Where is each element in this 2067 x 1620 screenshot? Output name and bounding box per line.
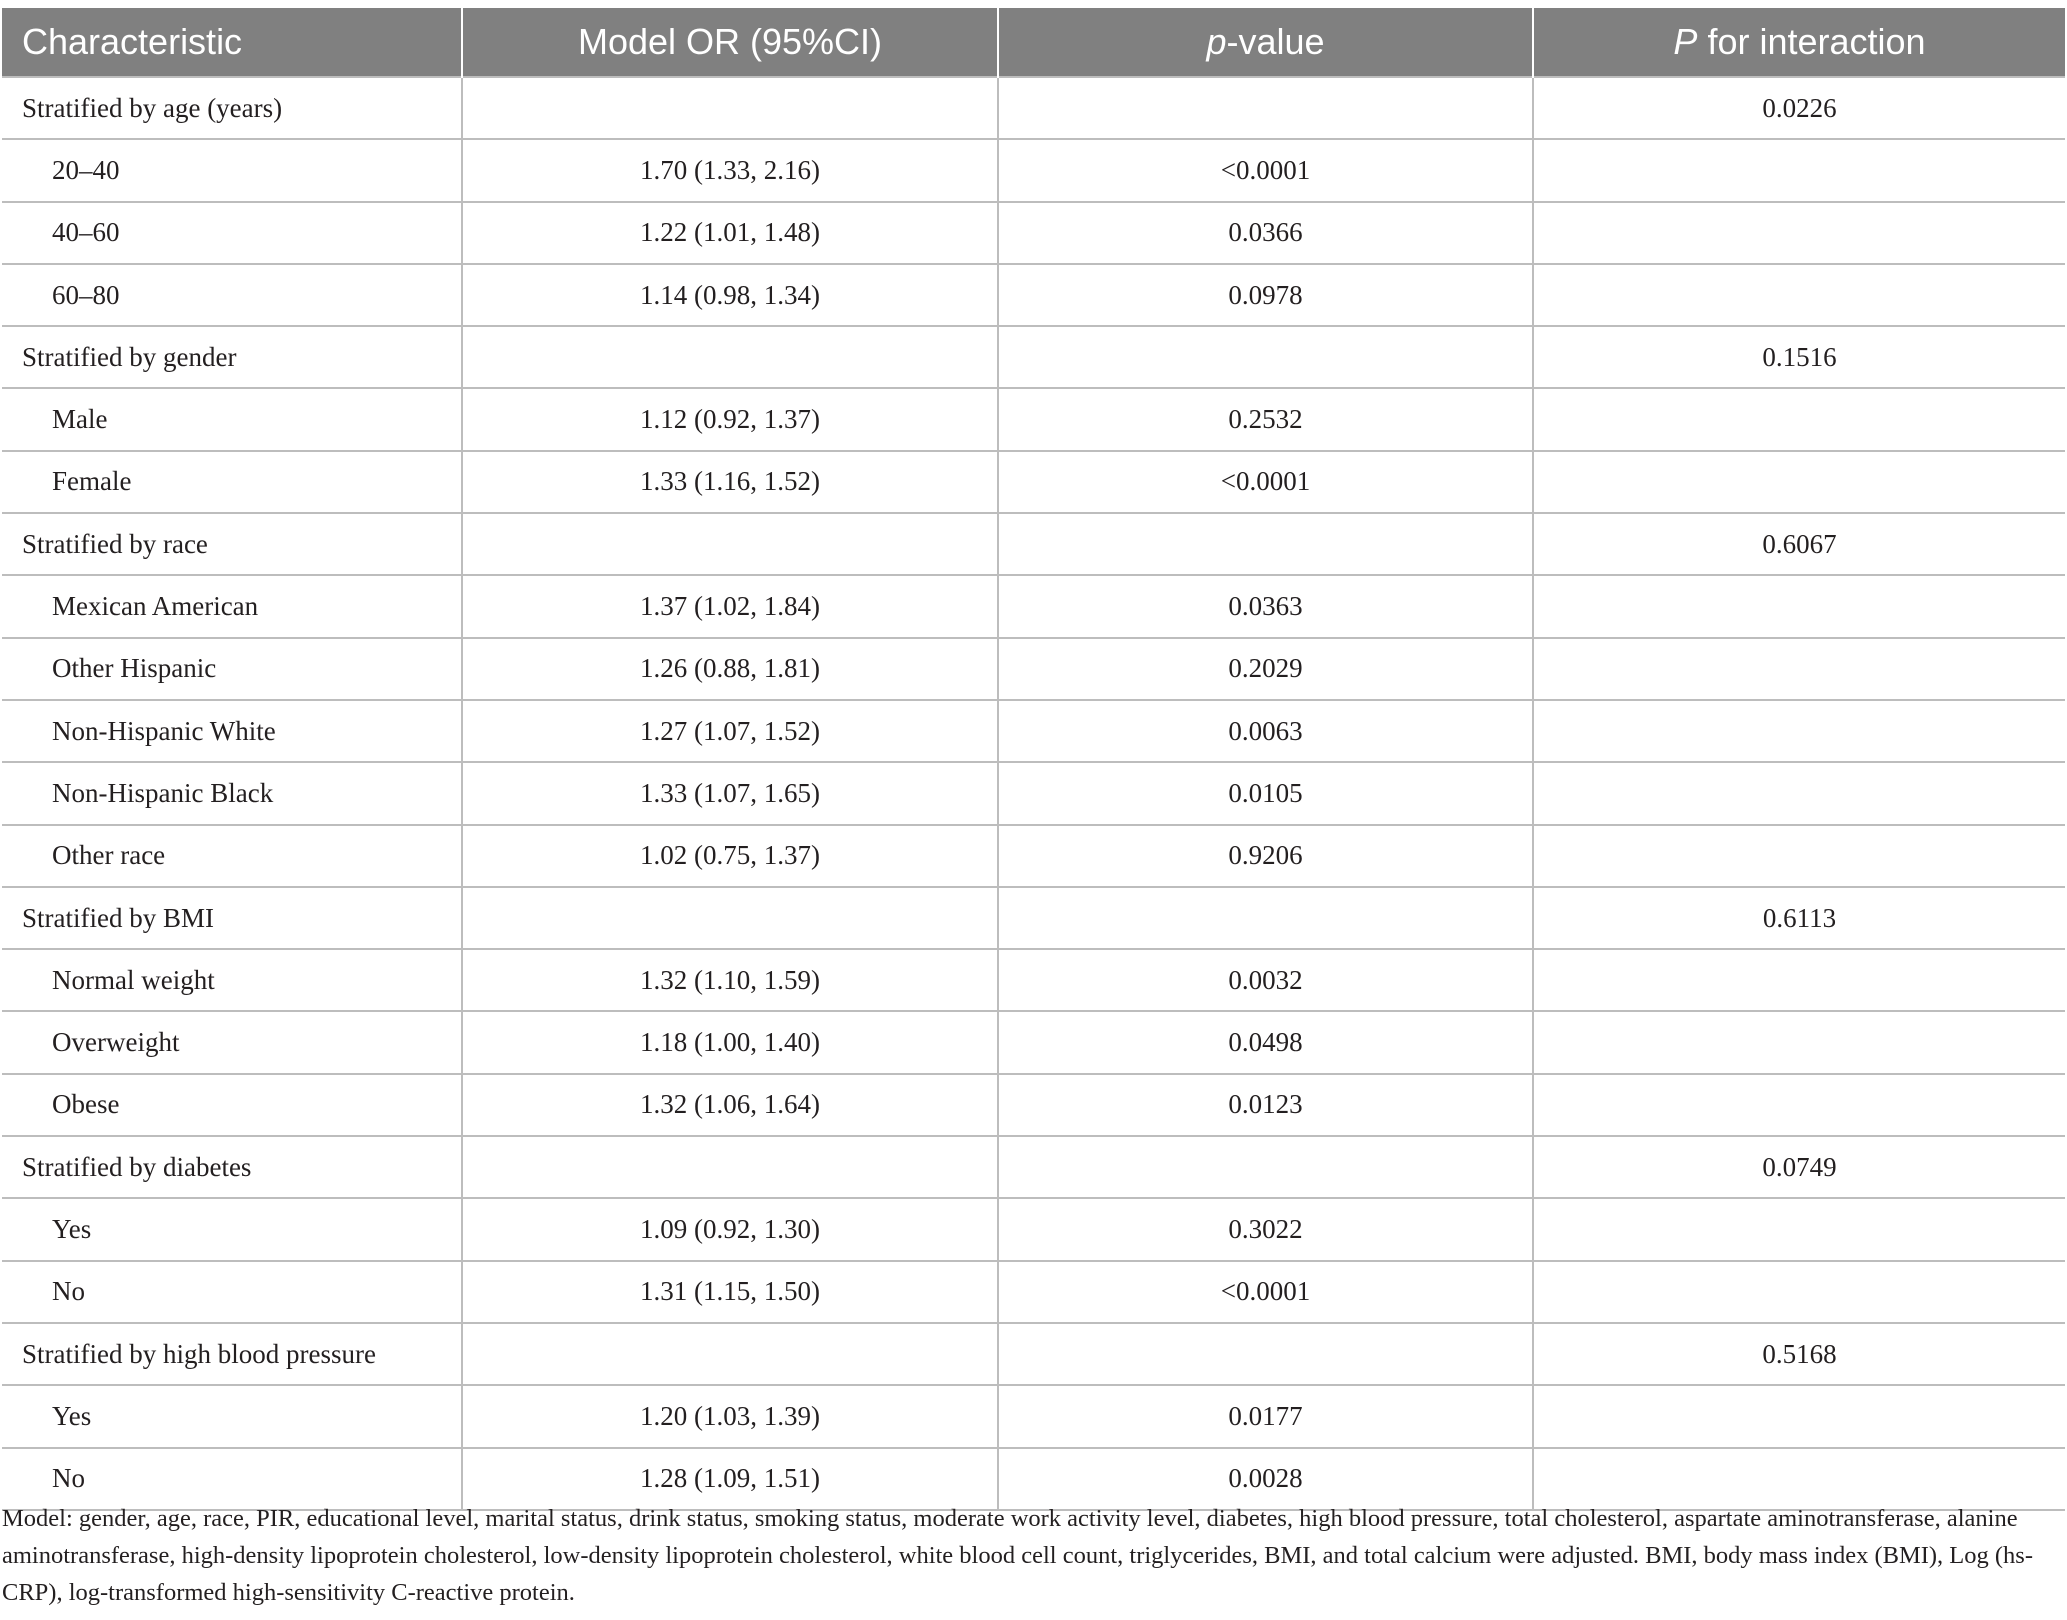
table-row	[2, 1198, 2065, 1260]
cell-p-value: 0.2029	[998, 638, 1533, 700]
cell-characteristic: Non-Hispanic Black	[2, 762, 462, 824]
cell-characteristic: Overweight	[2, 1011, 462, 1073]
cell-characteristic: Stratified by high blood pressure	[2, 1323, 462, 1385]
cell-model-or: 1.32 (1.10, 1.59)	[462, 949, 998, 1011]
cell-model-or: 1.02 (0.75, 1.37)	[462, 825, 998, 887]
header-p-value	[998, 8, 1533, 77]
cell-model-or: 1.33 (1.07, 1.65)	[462, 762, 998, 824]
cell-characteristic: Yes	[2, 1198, 462, 1260]
cell-p-value	[998, 1136, 1533, 1198]
cell-p-value	[998, 326, 1533, 388]
cell-model-or: 1.33 (1.16, 1.52)	[462, 451, 998, 513]
cell-p-interaction	[1533, 949, 2065, 1011]
cell-p-interaction	[1533, 388, 2065, 450]
cell-model-or	[462, 887, 998, 949]
cell-p-interaction	[1533, 1261, 2065, 1323]
cell-characteristic: Normal weight	[2, 949, 462, 1011]
table-row	[2, 1074, 2065, 1136]
cell-p-value: 0.0028	[998, 1448, 1533, 1510]
cell-p-value: 0.0978	[998, 264, 1533, 326]
table-row	[2, 1011, 2065, 1073]
cell-p-value: <0.0001	[998, 451, 1533, 513]
header-model-or: Model OR (95%CI)	[462, 8, 998, 77]
cell-p-interaction	[1533, 139, 2065, 201]
cell-model-or: 1.28 (1.09, 1.51)	[462, 1448, 998, 1510]
table-body	[2, 77, 2065, 1510]
cell-p-interaction	[1533, 202, 2065, 264]
header-characteristic: Characteristic	[2, 8, 462, 77]
cell-p-interaction	[1533, 700, 2065, 762]
cell-p-value: 0.0177	[998, 1385, 1533, 1447]
cell-p-value: 0.3022	[998, 1198, 1533, 1260]
table-row	[2, 1261, 2065, 1323]
cell-model-or: 1.18 (1.00, 1.40)	[462, 1011, 998, 1073]
table-group-row	[2, 1323, 2065, 1385]
cell-characteristic: Stratified by gender	[2, 326, 462, 388]
cell-characteristic: Obese	[2, 1074, 462, 1136]
cell-p-value: <0.0001	[998, 1261, 1533, 1323]
table-row	[2, 388, 2065, 450]
cell-p-value: 0.2532	[998, 388, 1533, 450]
cell-characteristic: Stratified by race	[2, 513, 462, 575]
table-row	[2, 139, 2065, 201]
cell-p-interaction	[1533, 762, 2065, 824]
cell-characteristic: Stratified by age (years)	[2, 77, 462, 139]
cell-p-interaction	[1533, 638, 2065, 700]
cell-characteristic: 60–80	[2, 264, 462, 326]
cell-p-interaction: 0.6067	[1533, 513, 2065, 575]
cell-characteristic: Stratified by BMI	[2, 887, 462, 949]
cell-model-or: 1.20 (1.03, 1.39)	[462, 1385, 998, 1447]
cell-characteristic: Stratified by diabetes	[2, 1136, 462, 1198]
cell-model-or: 1.26 (0.88, 1.81)	[462, 638, 998, 700]
cell-p-value: 0.0105	[998, 762, 1533, 824]
cell-p-interaction	[1533, 575, 2065, 637]
table-group-row	[2, 77, 2065, 139]
cell-p-interaction: 0.6113	[1533, 887, 2065, 949]
cell-p-value: 0.0366	[998, 202, 1533, 264]
table-row	[2, 949, 2065, 1011]
cell-p-value: 0.0063	[998, 700, 1533, 762]
cell-characteristic: Female	[2, 451, 462, 513]
cell-p-interaction: 0.5168	[1533, 1323, 2065, 1385]
cell-p-interaction	[1533, 1074, 2065, 1136]
cell-model-or: 1.12 (0.92, 1.37)	[462, 388, 998, 450]
table-group-row	[2, 513, 2065, 575]
cell-p-value	[998, 513, 1533, 575]
cell-model-or	[462, 1323, 998, 1385]
table-group-row	[2, 326, 2065, 388]
cell-characteristic: Male	[2, 388, 462, 450]
cell-p-value: 0.0123	[998, 1074, 1533, 1136]
table-header	[2, 8, 2065, 77]
cell-model-or: 1.27 (1.07, 1.52)	[462, 700, 998, 762]
header-p-interaction-rest: for interaction	[1697, 21, 1926, 62]
cell-p-value: 0.0498	[998, 1011, 1533, 1073]
header-p-value-rest: -value	[1226, 21, 1325, 62]
cell-model-or: 1.70 (1.33, 2.16)	[462, 139, 998, 201]
cell-p-value: <0.0001	[998, 139, 1533, 201]
cell-characteristic: Other race	[2, 825, 462, 887]
table-group-row	[2, 1136, 2065, 1198]
cell-model-or	[462, 326, 998, 388]
cell-characteristic: No	[2, 1261, 462, 1323]
cell-p-interaction	[1533, 264, 2065, 326]
cell-characteristic: 40–60	[2, 202, 462, 264]
cell-p-interaction	[1533, 1385, 2065, 1447]
cell-model-or: 1.22 (1.01, 1.48)	[462, 202, 998, 264]
cell-characteristic: Mexican American	[2, 575, 462, 637]
results-table	[2, 8, 2065, 1511]
cell-model-or: 1.14 (0.98, 1.34)	[462, 264, 998, 326]
cell-p-value: 0.9206	[998, 825, 1533, 887]
cell-model-or: 1.32 (1.06, 1.64)	[462, 1074, 998, 1136]
cell-model-or: 1.37 (1.02, 1.84)	[462, 575, 998, 637]
cell-p-value	[998, 77, 1533, 139]
header-p-interaction-italic: P	[1673, 21, 1698, 62]
cell-p-value	[998, 1323, 1533, 1385]
header-p-interaction	[1533, 8, 2065, 77]
cell-characteristic: No	[2, 1448, 462, 1510]
table-row	[2, 700, 2065, 762]
cell-p-interaction: 0.0749	[1533, 1136, 2065, 1198]
cell-p-value: 0.0032	[998, 949, 1533, 1011]
table-row	[2, 825, 2065, 887]
table-row	[2, 638, 2065, 700]
cell-characteristic: 20–40	[2, 139, 462, 201]
cell-model-or: 1.31 (1.15, 1.50)	[462, 1261, 998, 1323]
table-footnote: Model: gender, age, race, PIR, educational level, marital status, drink status, smoking status, moderate work activity level, diabetes, high blood pressure, total cholesterol, aspartate aminotransferase, alanine aminotransferase, high-density lipoprotein cholesterol, low-density lipoprotein cholesterol, white blood cell count, triglycerides, BMI, and total calcium were adjusted. BMI, body mass index (BMI), Log (hs-CRP), log-transformed high-sensitivity C-reactive protein.	[2, 1505, 2033, 1606]
cell-p-interaction	[1533, 451, 2065, 513]
table-row	[2, 762, 2065, 824]
cell-p-interaction	[1533, 825, 2065, 887]
cell-p-interaction	[1533, 1198, 2065, 1260]
header-p-value-italic: p	[1206, 21, 1227, 62]
cell-model-or	[462, 1136, 998, 1198]
table-row	[2, 575, 2065, 637]
table-row	[2, 264, 2065, 326]
cell-p-interaction: 0.0226	[1533, 77, 2065, 139]
table-row	[2, 451, 2065, 513]
cell-p-interaction: 0.1516	[1533, 326, 2065, 388]
cell-model-or	[462, 77, 998, 139]
cell-characteristic: Yes	[2, 1385, 462, 1447]
table-row	[2, 202, 2065, 264]
header-row	[2, 8, 2065, 77]
table-row	[2, 1385, 2065, 1447]
cell-p-value	[998, 887, 1533, 949]
cell-model-or	[462, 513, 998, 575]
cell-model-or: 1.09 (0.92, 1.30)	[462, 1198, 998, 1260]
cell-p-interaction	[1533, 1011, 2065, 1073]
table-group-row	[2, 887, 2065, 949]
cell-p-value: 0.0363	[998, 575, 1533, 637]
cell-characteristic: Non-Hispanic White	[2, 700, 462, 762]
cell-characteristic: Other Hispanic	[2, 638, 462, 700]
